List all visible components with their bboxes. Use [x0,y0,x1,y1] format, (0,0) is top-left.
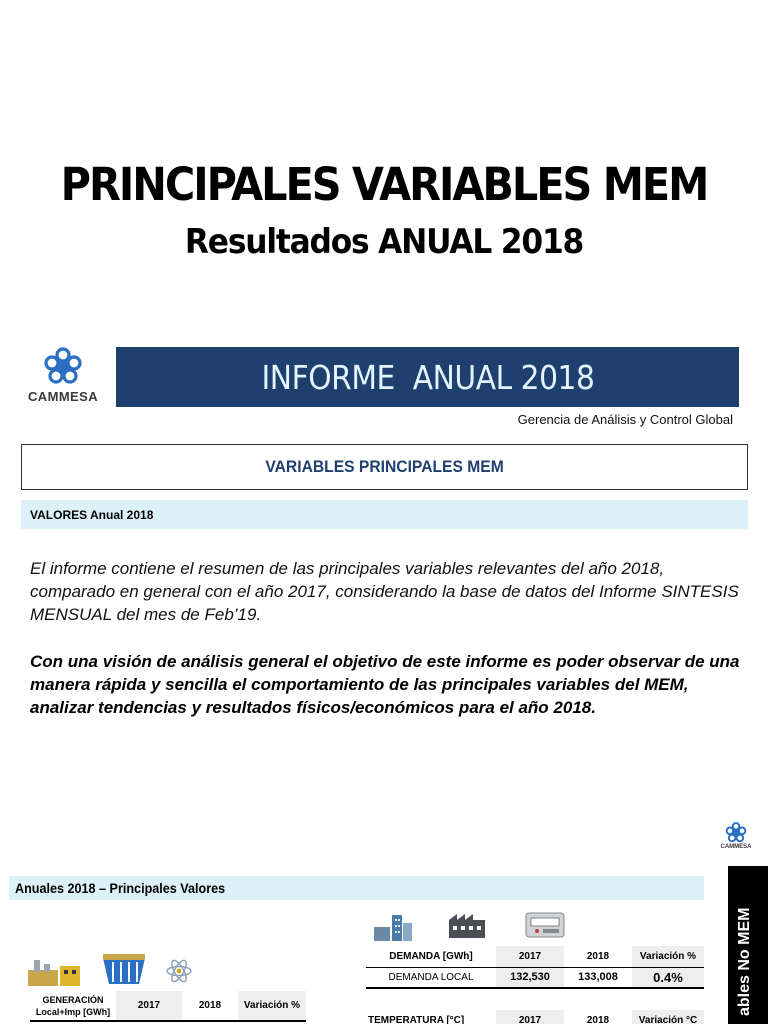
temperature-col-2018: 2018 [586,1015,610,1024]
generation-col-2018: 2018 [182,991,238,1021]
side-tab-label: ables No MEM [736,907,753,1016]
generation-table [30,991,306,1022]
generation-col-2017: 2017 [116,991,182,1021]
values-label: VALORES Anual 2018 [30,507,154,522]
temperature-label: TEMPERATURA [°C] [368,1015,465,1024]
demand-local-2017: 132,530 [496,967,564,988]
factory-icon [447,910,487,938]
cover-title: PRINCIPALES VARIABLES MEM [60,158,708,211]
logo-small-text: CAMMESA [720,844,752,850]
hydro-dam-icon [101,954,147,986]
nuclear-atom-icon [164,956,194,986]
demand-local-label: DEMANDA LOCAL [366,967,496,988]
report-banner [116,347,739,407]
anuales-bar [9,876,704,900]
generation-header-row [30,991,306,1021]
thermal-plant-icon [26,956,82,986]
objective-paragraph: Con una visión de análisis general el objetivo de este informe es poder observar de una manera rápida y sencilla el comportamiento de las principales variables del MEM, analizar tendencias y resultados físicos/económicos para el año 2018. [30,652,740,717]
demand-table [366,946,704,989]
section-title-box [21,444,748,490]
demand-header-row [366,946,704,967]
temperature-col-variation: Variación °C [632,1010,704,1024]
generation-label: GENERACIÓN Local+Imp [GWh] [30,991,116,1021]
demand-col-2018: 2018 [586,950,610,962]
demand-label: DEMANDA [GWh] [389,950,473,962]
demand-col-variation: Variación % [632,946,704,967]
temperature-table [366,1010,704,1024]
electric-meter-icon [525,912,565,938]
section-title: VARIABLES PRINCIPALES MEM [265,457,504,476]
city-buildings-icon [372,911,414,941]
generation-col-variation: Variación % [238,991,306,1021]
temperature-col-2017: 2017 [496,1010,564,1024]
demand-local-row [366,967,704,988]
cammesa-logo [18,347,108,407]
anuales-title: Anuales 2018 – Principales Valores [15,880,226,896]
intro-paragraph: El informe contiene el resumen de las principales variables relevantes del año 2018, comparado en general con el año 2017, considerando la base de datos del Informe SINTESIS MENSUAL del mes de Feb’19. [30,559,739,624]
banner-title: INFORME ANUAL 2018 [261,357,594,397]
cammesa-flower-icon [43,347,83,387]
logo-text: CAMMESA [28,389,98,404]
demand-col-2017: 2017 [496,946,564,967]
demand-local-variation: 0.4% [632,967,704,988]
demand-local-2018: 133,008 [564,967,632,988]
side-tab [728,866,768,1024]
temperature-header-row [366,1010,704,1024]
department-label: Gerencia de Análisis y Control Global [517,412,733,427]
cover-subtitle: Resultados ANUAL 2018 [184,222,584,262]
cammesa-logo-small [713,822,759,850]
cammesa-flower-icon-small [725,822,747,844]
values-bar [21,500,748,529]
